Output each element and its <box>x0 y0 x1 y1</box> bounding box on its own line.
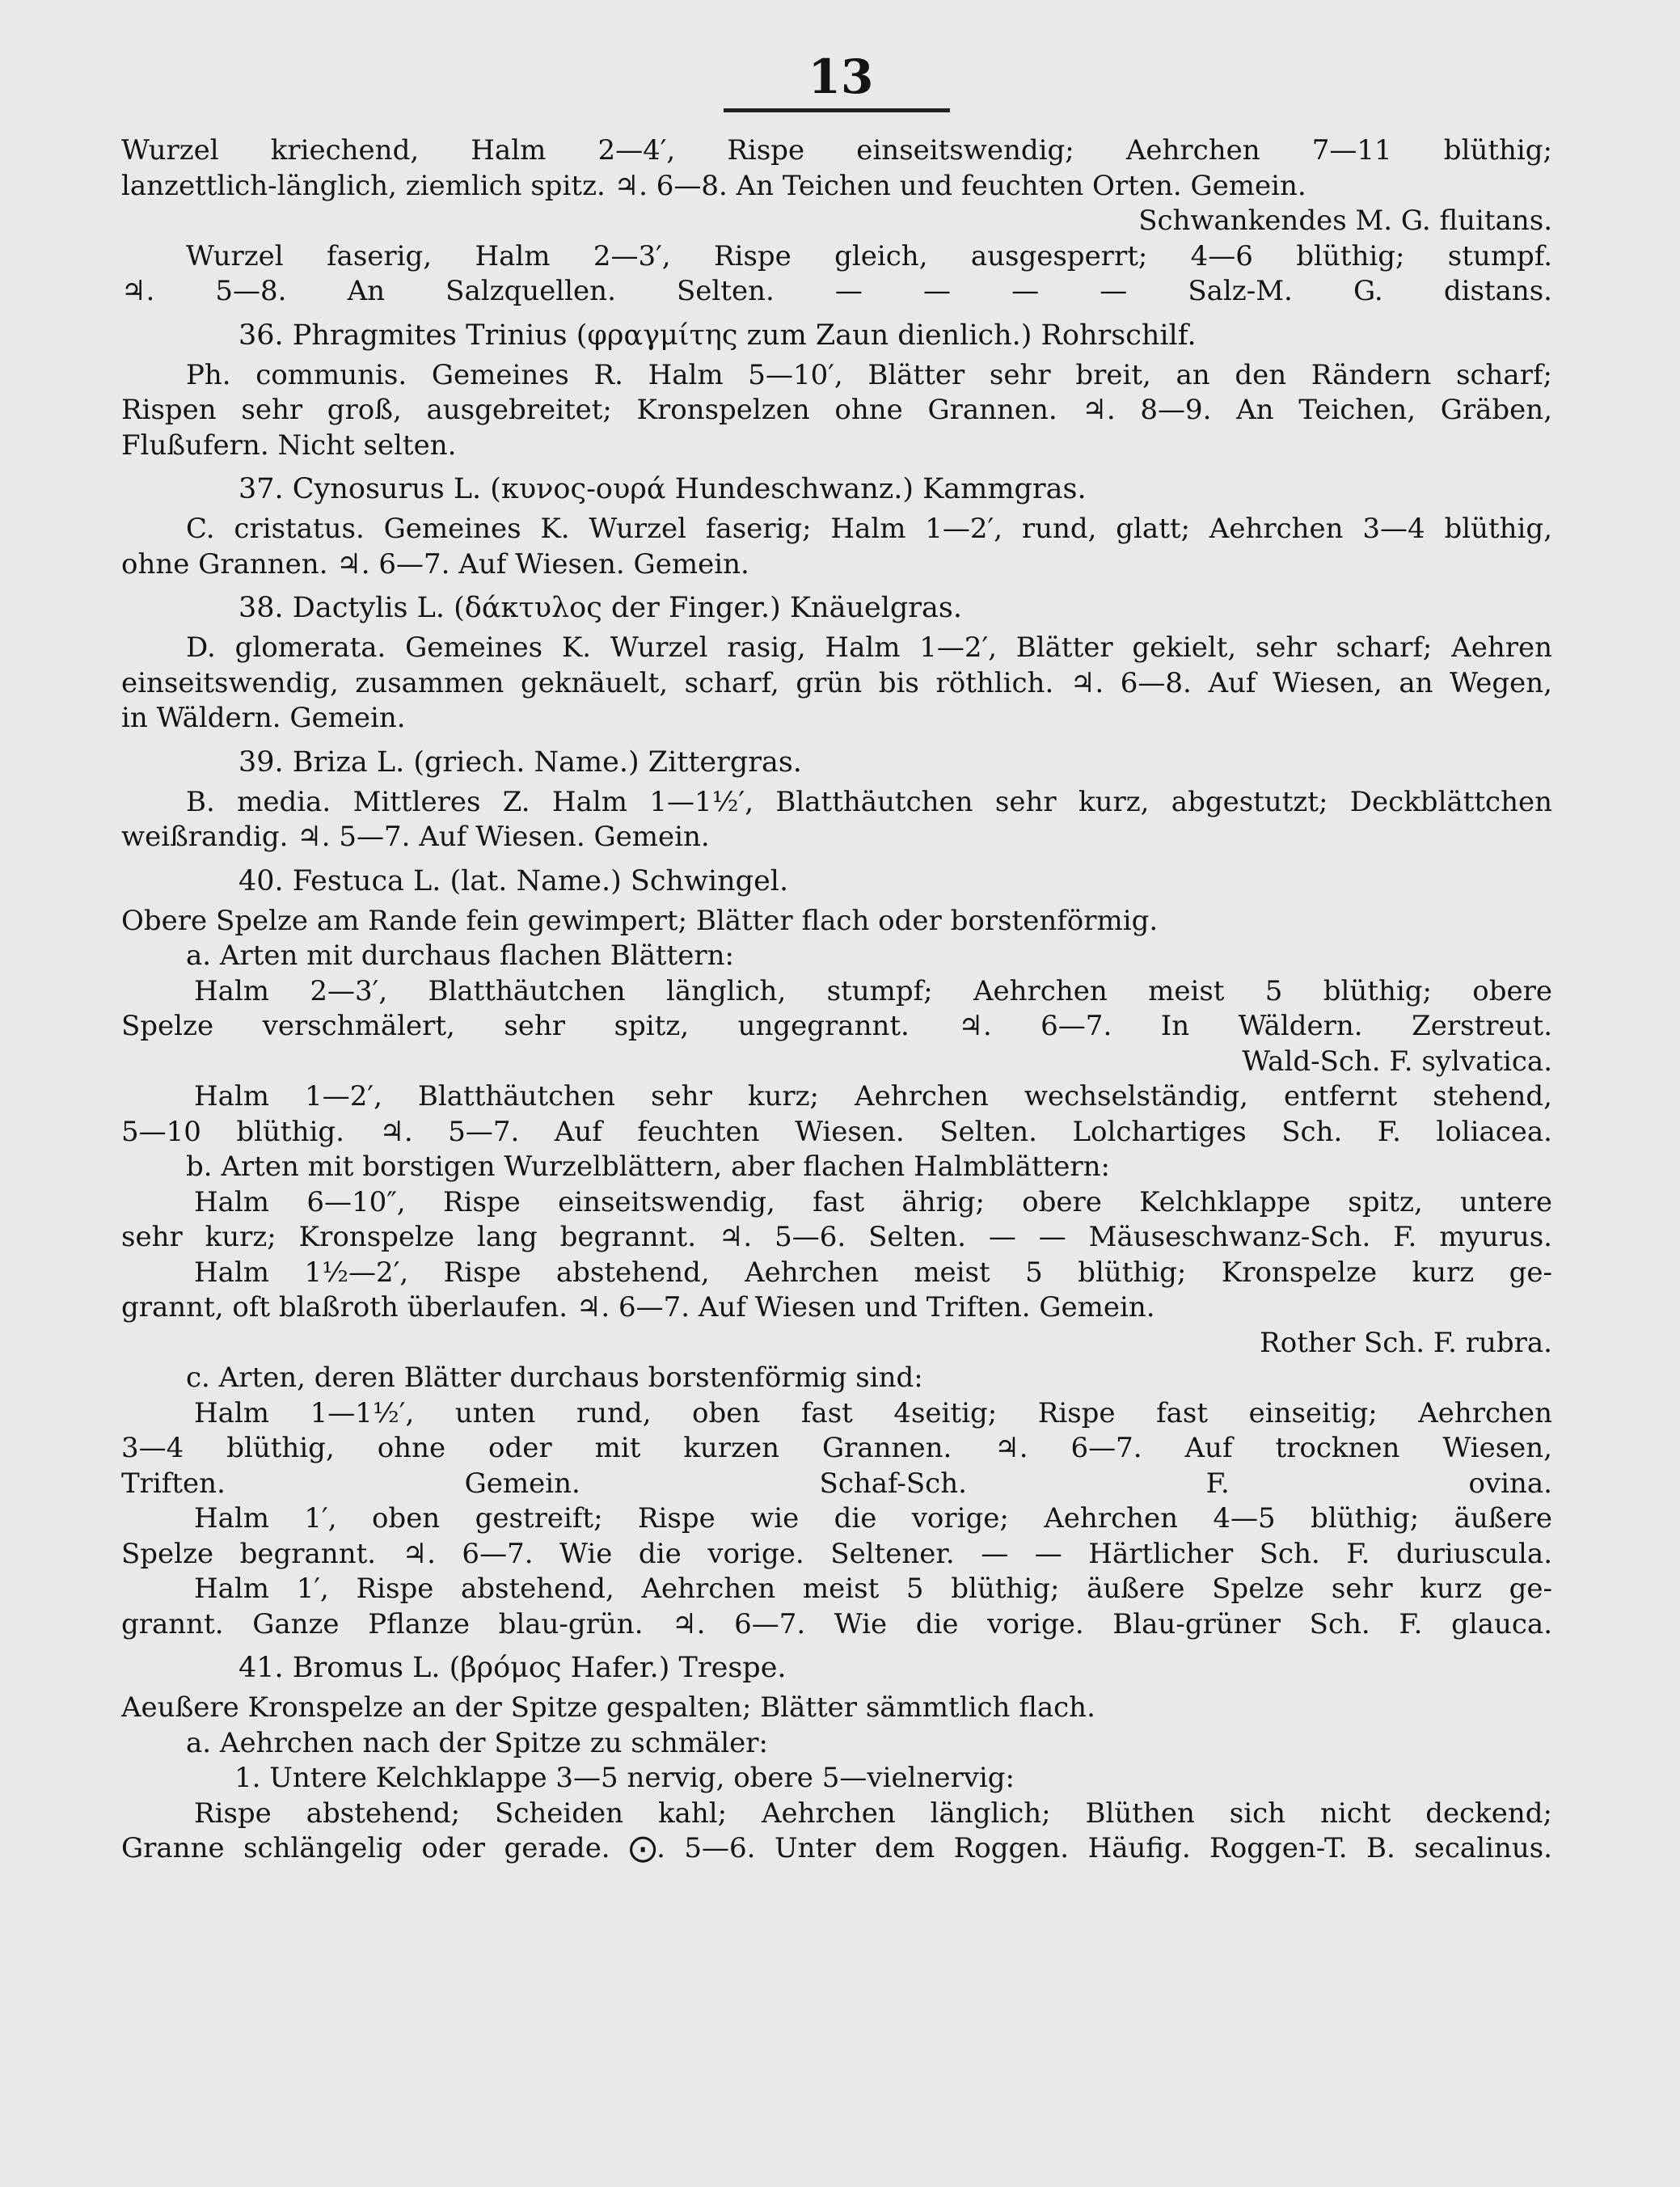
text-body <box>121 133 1552 1867</box>
text-line-species: 5—10 blüthig. ♃. 5—7. Auf feuchten Wiesen. Selten. Lolchartiges Sch. F. loliacea. <box>121 1115 1552 1148</box>
text-line: Halm 1′, Rispe abstehend, Aehrchen meist 5 blüthig; äußere Spelze sehr kurz ge- <box>194 1573 1552 1605</box>
text-line: Rispe abstehend; Scheiden kahl; Aehrchen länglich; Blüthen sich nicht deckend; <box>194 1796 1552 1830</box>
subsection-label: c. Arten, deren Blätter durchaus borstenförmig sind: <box>186 1362 923 1394</box>
text-line: Spelze verschmälert, sehr spitz, ungegrannt. ♃. 6—7. In Wäldern. Zerstreut. <box>121 1010 1552 1042</box>
genus-heading-dactylis: 38. Dactylis L. (δάκτυλος der Finger.) Knäuelgras. <box>238 592 962 624</box>
text-line: ohne Grannen. ♃. 6—7. Auf Wiesen. Gemein. <box>121 547 749 581</box>
text-line: Halm 6—10″, Rispe einseitswendig, fast ährig; obere Kelchklappe spitz, untere <box>194 1185 1552 1218</box>
text-line: Wurzel faserig, Halm 2—3′, Rispe gleich, ausgesperrt; 4—6 blüthig; stumpf. <box>186 239 1552 272</box>
text-line: Halm 1½—2′, Rispe abstehend, Aehrchen meist 5 blüthig; Kronspelze kurz ge- <box>194 1256 1552 1289</box>
text-line: Halm 2—3′, Blatthäutchen länglich, stumpf; Aehrchen meist 5 blüthig; obere <box>194 974 1552 1007</box>
page-number-rule <box>724 108 950 112</box>
text-line: Halm 1—2′, Blatthäutchen sehr kurz; Aehrchen wechselständig, entfernt stehend, <box>194 1080 1552 1112</box>
page-number: 13 <box>808 49 874 104</box>
text-line: weißrandig. ♃. 5—7. Auf Wiesen. Gemein. <box>121 821 710 853</box>
text-line: grannt, oft blaßroth überlaufen. ♃. 6—7. Auf Wiesen und Triften. Gemein. <box>121 1291 1155 1324</box>
text-line: 3—4 blüthig, ohne oder mit kurzen Grannen. ♃. 6—7. Auf trocknen Wiesen, <box>121 1432 1552 1464</box>
text-line-species: Granne schlängelig oder gerade. ⨀. 5—6. Unter dem Roggen. Häufig. Roggen-T. B. secalinus. <box>121 1832 1552 1864</box>
genus-heading-bromus: 41. Bromus L. (βρόμος Hafer.) Trespe. <box>238 1652 787 1684</box>
text-line: Ph. communis. Gemeines R. Halm 5—10′, Blätter sehr breit, an den Rändern scharf; <box>186 358 1552 391</box>
genus-heading-festuca: 40. Festuca L. (lat. Name.) Schwingel. <box>238 864 789 897</box>
text-line: D. glomerata. Gemeines K. Wurzel rasig, Halm 1—2′, Blätter gekielt, sehr scharf; Aehren <box>186 631 1552 664</box>
text-line: lanzettlich-länglich, ziemlich spitz. ♃. 6—8. An Teichen und feuchten Orten. Gemein. <box>121 169 1306 202</box>
text-line: Obere Spelze am Rande fein gewimpert; Blätter flach oder borstenförmig. <box>121 904 1159 937</box>
genus-heading-phragmites: 36. Phragmites Trinius (φραγμίτης zum Zaun dienlich.) Rohrschilf. <box>238 319 1197 352</box>
text-line: Halm 1′, oben gestreift; Rispe wie die vorige; Aehrchen 4—5 blüthig; äußere <box>194 1502 1552 1535</box>
subsection-label: 1. Untere Kelchklappe 3—5 nervig, obere 5—vielnervig: <box>234 1762 1015 1794</box>
text-line: Flußufern. Nicht selten. <box>121 429 457 462</box>
text-line-species: Triften. Gemein. Schaf-Sch. F. ovina. <box>121 1467 1552 1500</box>
text-line: Rispen sehr groß, ausgebreitet; Kronspelzen ohne Grannen. ♃. 8—9. An Teichen, Gräben, <box>121 394 1552 426</box>
genus-heading-briza: 39. Briza L. (griech. Name.) Zittergras. <box>238 745 802 779</box>
subsection-label: a. Arten mit durchaus flachen Blättern: <box>186 939 734 972</box>
text-line-species: ♃. 5—8. An Salzquellen. Selten. — — — — Salz-M. G. distans. <box>121 275 1552 307</box>
text-line-species: Schwankendes M. G. fluitans. <box>1138 205 1552 237</box>
text-line: C. cristatus. Gemeines K. Wurzel faserig; Halm 1—2′, rund, glatt; Aehrchen 3—4 blüthig, <box>186 513 1552 545</box>
text-line: Wurzel kriechend, Halm 2—4′, Rispe einseitswendig; Aehrchen 7—11 blüthig; <box>121 134 1552 167</box>
text-line-species: Spelze begrannt. ♃. 6—7. Wie die vorige. Seltener. — — Härtlicher Sch. F. duriuscula. <box>121 1537 1552 1570</box>
text-line-species: grannt. Ganze Pflanze blau-grün. ♃. 6—7. Wie die vorige. Blau-grüner Sch. F. glauca. <box>121 1607 1552 1640</box>
text-line: einseitswendig, zusammen geknäuelt, scharf, grün bis röthlich. ♃. 6—8. Auf Wiesen, an Wegen, <box>121 666 1552 699</box>
text-line-species: Rother Sch. F. rubra. <box>1260 1326 1552 1359</box>
subsection-label: b. Arten mit borstigen Wurzelblättern, aber flachen Halmblättern: <box>186 1150 1111 1183</box>
text-line: in Wäldern. Gemein. <box>121 702 406 734</box>
document-page <box>121 49 1552 2151</box>
text-line: B. media. Mittleres Z. Halm 1—1½′, Blatthäutchen sehr kurz, abgestutzt; Deckblättchen <box>186 785 1552 818</box>
text-line-species: Wald-Sch. F. sylvatica. <box>1242 1045 1552 1078</box>
text-line: Aeußere Kronspelze an der Spitze gespalten; Blätter sämmtlich flach. <box>121 1691 1095 1724</box>
subsection-label: a. Aehrchen nach der Spitze zu schmäler: <box>186 1726 768 1759</box>
text-line-species: sehr kurz; Kronspelze lang begrannt. ♃. 5—6. Selten. — — Mäuseschwanz-Sch. F. myurus. <box>121 1221 1552 1253</box>
text-line: Halm 1—1½′, unten rund, oben fast 4seitig; Rispe fast einseitig; Aehrchen <box>194 1396 1552 1429</box>
genus-heading-cynosurus: 37. Cynosurus L. (κυνος-ουρά Hundeschwanz.) Kammgras. <box>238 473 1087 505</box>
